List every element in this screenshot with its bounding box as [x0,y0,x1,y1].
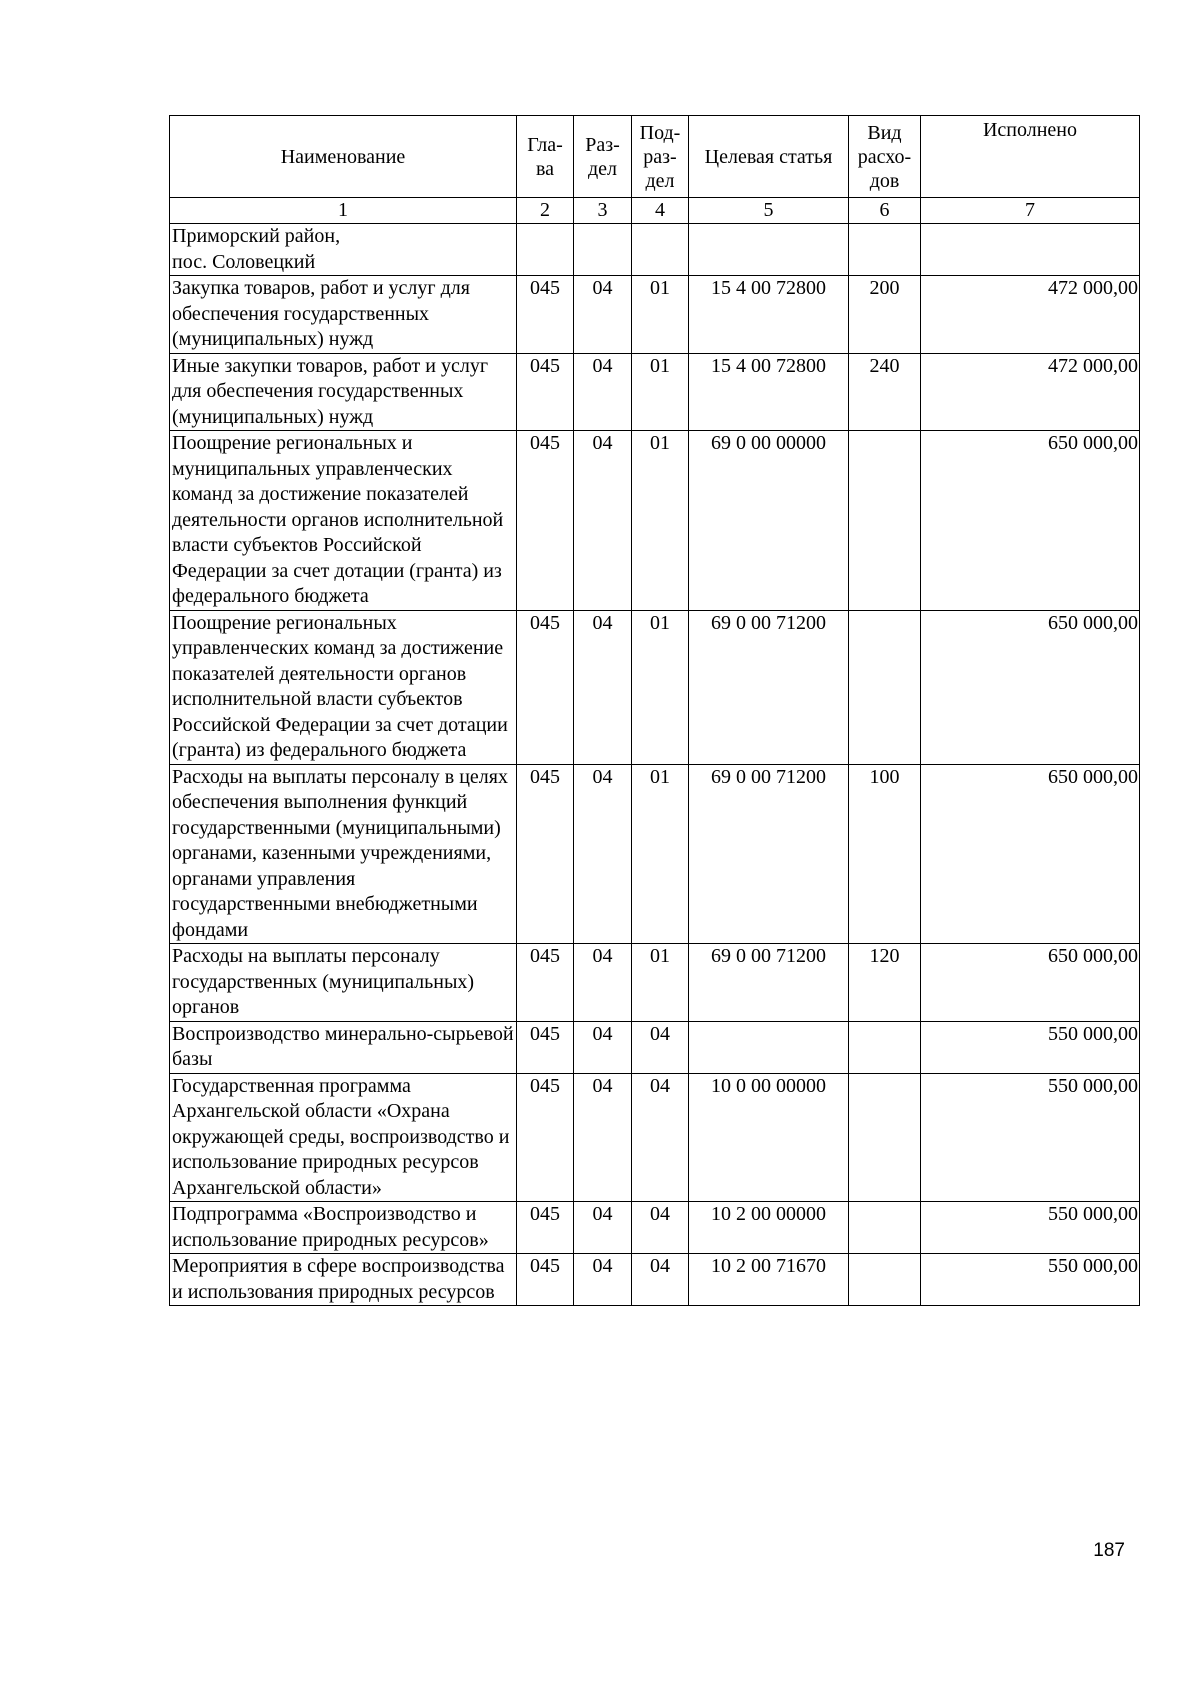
cell-expense-type: 200 [849,276,921,354]
cell-expense-type [849,1254,921,1306]
cell-expense-type [849,224,921,276]
cell-chapter: 045 [517,353,574,431]
header-executed: Исполнено [921,116,1140,198]
cell-target [689,1021,849,1073]
header-section: Раз- дел [574,116,632,198]
cell-section: 04 [574,1073,632,1202]
cell-chapter: 045 [517,276,574,354]
table-row [170,944,1140,1022]
cell-expense-type [849,1202,921,1254]
column-number: 4 [632,198,689,224]
cell-executed: 650 000,00 [921,610,1140,764]
header-row [170,116,1140,198]
cell-section: 04 [574,276,632,354]
cell-executed: 650 000,00 [921,764,1140,944]
cell-subsection: 01 [632,610,689,764]
cell-expense-type: 120 [849,944,921,1022]
budget-table [169,115,1140,1306]
cell-expense-type: 100 [849,764,921,944]
header-subsection: Под- раз- дел [632,116,689,198]
cell-chapter: 045 [517,1254,574,1306]
cell-chapter: 045 [517,610,574,764]
column-number: 2 [517,198,574,224]
cell-subsection: 01 [632,276,689,354]
cell-executed: 550 000,00 [921,1021,1140,1073]
cell-section: 04 [574,431,632,611]
cell-chapter: 045 [517,431,574,611]
cell-subsection: 04 [632,1073,689,1202]
cell-chapter: 045 [517,1021,574,1073]
cell-target: 69 0 00 00000 [689,431,849,611]
table-row [170,353,1140,431]
cell-target: 10 2 00 00000 [689,1202,849,1254]
cell-name: Государственная программа Архангельской области «Охрана окружающей среды, воспроизводство и использование природных ресурсов Архангельской области» [170,1073,517,1202]
header-target: Целевая статья [689,116,849,198]
cell-name: Иные закупки товаров, работ и услуг для обеспечения государственных (муниципальных) нужд [170,353,517,431]
cell-target: 15 4 00 72800 [689,276,849,354]
cell-target: 10 0 00 00000 [689,1073,849,1202]
table-row [170,1073,1140,1202]
cell-section: 04 [574,944,632,1022]
table-row [170,764,1140,944]
cell-subsection: 01 [632,353,689,431]
header-chapter: Гла- ва [517,116,574,198]
cell-subsection: 01 [632,431,689,611]
column-number: 7 [921,198,1140,224]
header-expense-type: Вид расхо- дов [849,116,921,198]
cell-section: 04 [574,1202,632,1254]
cell-target: 15 4 00 72800 [689,353,849,431]
column-number: 6 [849,198,921,224]
column-number: 3 [574,198,632,224]
table-row [170,1254,1140,1306]
cell-executed [921,224,1140,276]
cell-chapter [517,224,574,276]
cell-expense-type [849,610,921,764]
cell-executed: 472 000,00 [921,276,1140,354]
cell-target: 69 0 00 71200 [689,610,849,764]
cell-section: 04 [574,1254,632,1306]
table-row [170,1021,1140,1073]
cell-expense-type [849,1021,921,1073]
cell-name: Расходы на выплаты персоналу государственных (муниципальных) органов [170,944,517,1022]
cell-expense-type [849,1073,921,1202]
cell-chapter: 045 [517,944,574,1022]
cell-section: 04 [574,610,632,764]
cell-name: Воспроизводство минерально-сырьевой базы [170,1021,517,1073]
cell-name: Поощрение региональных управленческих команд за достижение показателей деятельности органов исполнительной власти субъектов Российской Федерации за счет дотации (гранта) из федерального бюджета [170,610,517,764]
cell-subsection: 04 [632,1021,689,1073]
table-row [170,610,1140,764]
cell-target: 10 2 00 71670 [689,1254,849,1306]
cell-target [689,224,849,276]
cell-executed: 650 000,00 [921,944,1140,1022]
column-number: 5 [689,198,849,224]
cell-chapter: 045 [517,764,574,944]
cell-chapter: 045 [517,1073,574,1202]
cell-name: Подпрограмма «Воспроизводство и использование природных ресурсов» [170,1202,517,1254]
cell-name: Приморский район, пос. Соловецкий [170,224,517,276]
page-number: 187 [1093,1540,1125,1561]
column-number: 1 [170,198,517,224]
cell-executed: 472 000,00 [921,353,1140,431]
table-body [170,224,1140,1306]
cell-name: Расходы на выплаты персоналу в целях обеспечения выполнения функций государственными (муниципальными) органами, казенными учреждениями, органами управления государственными внебюджетными фондами [170,764,517,944]
cell-subsection: 01 [632,764,689,944]
cell-expense-type [849,431,921,611]
header-name: Наименование [170,116,517,198]
cell-section: 04 [574,353,632,431]
cell-name: Поощрение региональных и муниципальных управленческих команд за достижение показателей деятельности органов исполнительной власти субъектов Российской Федерации за счет дотации (гранта) из федерального бюджета [170,431,517,611]
cell-executed: 550 000,00 [921,1254,1140,1306]
table-row [170,1202,1140,1254]
cell-subsection: 01 [632,944,689,1022]
cell-subsection [632,224,689,276]
cell-executed: 550 000,00 [921,1073,1140,1202]
table-row [170,276,1140,354]
cell-section [574,224,632,276]
cell-expense-type: 240 [849,353,921,431]
cell-target: 69 0 00 71200 [689,944,849,1022]
table-row [170,431,1140,611]
cell-name: Закупка товаров, работ и услуг для обеспечения государственных (муниципальных) нужд [170,276,517,354]
cell-section: 04 [574,764,632,944]
cell-target: 69 0 00 71200 [689,764,849,944]
cell-section: 04 [574,1021,632,1073]
cell-executed: 650 000,00 [921,431,1140,611]
cell-chapter: 045 [517,1202,574,1254]
cell-subsection: 04 [632,1202,689,1254]
cell-name: Мероприятия в сфере воспроизводства и использования природных ресурсов [170,1254,517,1306]
cell-executed: 550 000,00 [921,1202,1140,1254]
cell-subsection: 04 [632,1254,689,1306]
table-row [170,224,1140,276]
column-numbers-row [170,198,1140,224]
